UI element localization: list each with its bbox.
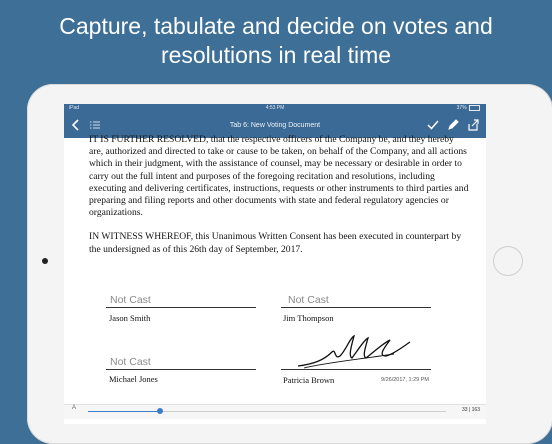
battery-percent: 37%	[456, 105, 467, 111]
headline-line-1: Capture, tabulate and decide on votes and	[59, 13, 493, 39]
headline-line-2: resolutions in real time	[160, 42, 392, 68]
battery-icon	[469, 105, 480, 111]
signature-status-jason-smith[interactable]: Not Cast	[110, 294, 151, 306]
signature-line	[106, 369, 256, 370]
signature-timestamp: 9/26/2017, 1:29 PM	[381, 377, 430, 383]
status-time: 4:53 PM	[265, 105, 285, 111]
headline	[0, 12, 552, 70]
battery-label	[457, 104, 480, 113]
page-slider-fill	[88, 411, 160, 412]
signature-line	[281, 307, 431, 308]
handwritten-signature	[294, 330, 414, 372]
font-size-button[interactable]: A	[72, 405, 77, 411]
signature-status-jim-thompson[interactable]: Not Cast	[288, 294, 329, 306]
signer-name-patricia-brown: Patricia Brown	[283, 375, 335, 385]
resolution-paragraph: IT IS FURTHER RESOLVED, that the respective officers of the Company be, and they hereby are, authorized and directed to take or cause to be taken, on behalf of the Company, and all actions which in their judgment, with the assistance of counsel, may be necessary or desirable in order to carry out the full intent and purposes of the foregoing recitation and resolutions, including executing and delivering certificates, instructions, requests or other instruments to third parties and preparing and filing reports and other documents with state and federal regulatory agencies or organizations.	[89, 134, 469, 219]
status-bar	[64, 104, 486, 113]
pencil-icon[interactable]	[446, 118, 460, 132]
checkmark-icon[interactable]	[426, 118, 440, 132]
camera-icon	[42, 258, 48, 264]
signature-line	[106, 307, 256, 308]
signer-name-jim-thompson: Jim Thompson	[283, 313, 334, 323]
signature-status-michael-jones[interactable]: Not Cast	[110, 356, 151, 368]
carrier-label: iPad	[69, 105, 80, 111]
app-screen	[64, 104, 486, 424]
signer-name-michael-jones: Michael Jones	[109, 374, 158, 384]
witness-paragraph: IN WITNESS WHEREOF, this Unanimous Written Consent has been executed in counterpart by the undersigned as of this 26th day of September, 2017.	[89, 231, 462, 255]
document-body	[89, 134, 469, 256]
share-icon[interactable]	[466, 118, 480, 132]
home-button[interactable]	[493, 246, 523, 276]
nav-title: Tab 6: New Voting Document	[229, 122, 321, 129]
bottom-toolbar	[64, 404, 486, 419]
signature-line	[281, 369, 431, 370]
page-indicator: 33 | 163	[462, 407, 480, 413]
signer-name-jason-smith: Jason Smith	[109, 313, 151, 323]
page-slider-knob[interactable]	[157, 408, 163, 414]
